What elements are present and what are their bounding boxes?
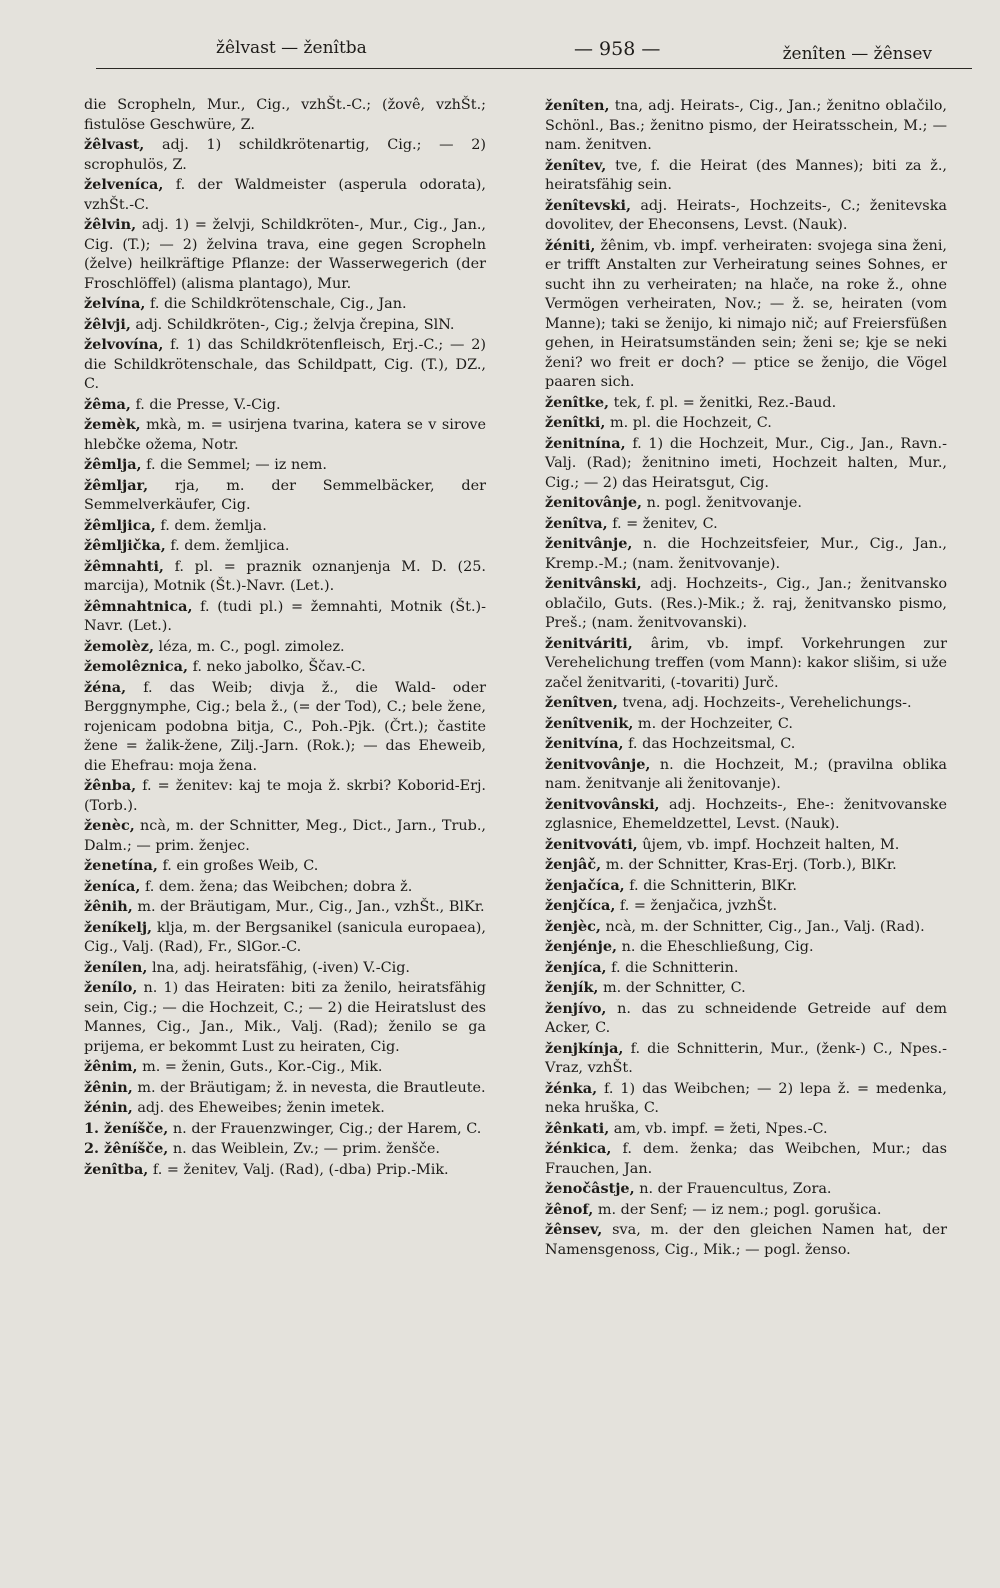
dictionary-entry bbox=[84, 476, 486, 516]
entry-headword: žênkati, bbox=[545, 1119, 610, 1137]
dictionary-entry bbox=[84, 918, 486, 958]
entry-headword: žênba, bbox=[84, 777, 137, 794]
entry-definition: f. die Semmel; — iz nem. bbox=[146, 457, 327, 473]
entry-definition: klja, m. der Bergsanikel (sanicula europaea), Cig., Valj. (Rad), Fr., SlGor.-C. bbox=[84, 919, 487, 955]
entry-headword: žéniti, bbox=[545, 236, 596, 254]
entry-definition: n. 1) das Heiraten: biti za ženilo, heiratsfähig sein, Cig.; — die Hochzeit, C.; — 2) die Heiratslust des Mannes, Cig., Jan., Mik., Valj. (Rad); ženilo se ga prijema, er bekommt Lust zu heiraten, Cig. bbox=[84, 980, 487, 1055]
dictionary-entry bbox=[84, 1119, 486, 1140]
dictionary-entry bbox=[545, 1079, 947, 1119]
entry-definition: léza, m. C., pogl. zimolez. bbox=[158, 638, 345, 655]
entry-headword: žêmljica, bbox=[84, 516, 156, 534]
entry-headword: ženjíca, bbox=[545, 958, 607, 976]
dictionary-entry bbox=[545, 999, 947, 1039]
dictionary-entry bbox=[84, 175, 486, 215]
dictionary-entry bbox=[545, 1200, 947, 1221]
dictionary-entry bbox=[84, 215, 486, 294]
dictionary-entry bbox=[545, 413, 947, 434]
entry-definition: f. die Schnitterin, Mur., (ženk-) C., Npes.-Vraz, vzhŠt. bbox=[545, 1040, 947, 1076]
dictionary-entry bbox=[545, 755, 947, 795]
entry-headword: ženitvína, bbox=[545, 735, 624, 752]
header-left-guideword: žêlvast — ženîtba bbox=[216, 38, 367, 58]
entry-headword: ženîtev, bbox=[545, 156, 607, 174]
entry-definition: lna, adj. heiratsfähig, (-iven) V.-Cig. bbox=[151, 959, 410, 976]
dictionary-entry bbox=[84, 856, 486, 877]
entry-headword: žénin, bbox=[84, 1099, 133, 1116]
dictionary-entry bbox=[545, 634, 947, 694]
dictionary-entry bbox=[84, 315, 486, 336]
dictionary-entry bbox=[545, 896, 947, 917]
entry-definition: adj. des Eheweibes; ženin imetek. bbox=[137, 1100, 385, 1116]
entry-definition: f. die Schnitterin, BlKr. bbox=[629, 877, 797, 894]
entry-definition: f. das Hochzeitsmal, C. bbox=[628, 736, 796, 752]
dictionary-entry bbox=[84, 1160, 486, 1181]
entry-headword: ženíca, bbox=[84, 877, 141, 895]
entry-definition: n. der Frauenzwinger, Cig.; der Harem, C. bbox=[172, 1120, 482, 1137]
dictionary-entry bbox=[545, 1119, 947, 1140]
dictionary-entry bbox=[545, 574, 947, 634]
dictionary-entry bbox=[84, 96, 486, 135]
entry-definition: m. pl. die Hochzeit, C. bbox=[609, 415, 772, 431]
entry-headword: žemèk, bbox=[84, 416, 141, 433]
entry-headword: ženèc, bbox=[84, 817, 135, 834]
dictionary-entry bbox=[545, 493, 947, 514]
entry-definition: m. der Senf; — iz nem.; pogl. gorušica. bbox=[597, 1201, 882, 1218]
entry-definition: m. der Schnitter, Kras-Erj. (Torb.), BlKr. bbox=[605, 857, 897, 873]
left-column bbox=[84, 96, 486, 1180]
entry-headword: žêmnahtnica, bbox=[84, 597, 193, 615]
dictionary-entry bbox=[545, 534, 947, 574]
dictionary-entry bbox=[84, 395, 486, 416]
entry-headword: ženetína, bbox=[84, 857, 158, 874]
entry-headword: ženîten, bbox=[545, 97, 610, 114]
entry-definition: f. neko jabolko, Ščav.-C. bbox=[192, 659, 366, 675]
entry-definition: n. das Weiblein, Zv.; — prim. ženšče. bbox=[172, 1141, 440, 1157]
entry-definition: am, vb. impf. = žeti, Npes.-C. bbox=[613, 1120, 828, 1137]
dictionary-entry bbox=[545, 693, 947, 714]
entry-headword: ženitvânski, bbox=[545, 575, 642, 592]
entry-headword: žênih, bbox=[84, 898, 133, 915]
dictionary-entry bbox=[545, 978, 947, 999]
entry-headword: ženjčíca, bbox=[545, 897, 616, 914]
dictionary-entry bbox=[545, 714, 947, 735]
entry-definition: f. pl. = praznik oznanjenja M. D. (25. marcija), Motnik (Št.)-Navr. (Let.). bbox=[84, 558, 486, 594]
entry-definition: tvena, adj. Hochzeits-, Verehelichungs-. bbox=[622, 695, 912, 711]
dictionary-entry bbox=[545, 835, 947, 856]
entry-definition: n. der Frauencultus, Zora. bbox=[639, 1181, 832, 1197]
entry-definition: f. die Presse, V.-Cig. bbox=[135, 396, 281, 413]
entry-headword: ženjénje, bbox=[545, 938, 617, 955]
dictionary-entry bbox=[84, 1098, 486, 1119]
entry-definition: f. dem. ženka; das Weibchen, Mur.; das Frauchen, Jan. bbox=[545, 1141, 948, 1177]
entry-headword: ženjkínja, bbox=[545, 1039, 624, 1057]
entry-headword: ženîtki, bbox=[545, 414, 606, 431]
dictionary-entry bbox=[84, 1057, 486, 1078]
entry-definition: m. der Bräutigam, Mur., Cig., Jan., vzhŠt., BlKr. bbox=[137, 899, 485, 915]
entry-headword: žemolèz, bbox=[84, 637, 154, 655]
entry-headword: ženîtven, bbox=[545, 694, 618, 711]
dictionary-entry bbox=[545, 236, 947, 393]
entry-definition: f. 1) die Hochzeit, Mur., Cig., Jan., Ravn.-Valj. (Rad); ženitnino imeti, Hochzeit halten, Mur., Cig.; — 2) das Heiratsgut, Cig. bbox=[545, 435, 947, 491]
entry-headword: ženitváriti, bbox=[545, 634, 633, 652]
dictionary-entry bbox=[84, 877, 486, 898]
entry-headword: žêlvast, bbox=[84, 136, 145, 153]
dictionary-entry bbox=[84, 294, 486, 315]
entry-definition: f. = ženitev, C. bbox=[612, 515, 718, 532]
entry-definition: adj. Schildkröten-, Cig.; želvja črepina, SlN. bbox=[135, 316, 455, 333]
entry-definition: m. = ženin, Guts., Kor.-Cig., Mik. bbox=[142, 1059, 383, 1075]
dictionary-entry bbox=[545, 958, 947, 979]
dictionary-entry bbox=[84, 1078, 486, 1099]
dictionary-entry bbox=[84, 516, 486, 537]
entry-definition: adj. Hochzeits-, Cig., Jan.; ženitvansko oblačilo, Guts. (Res.)-Mik.; ž. raj, ženitvansko pismo, Preš.; (nam. ženitvovanski). bbox=[545, 576, 947, 631]
entry-definition: adj. 1) = želvji, Schildkröten-, Mur., Cig., Jan., Cig. (T.); — 2) želvina trava, eine gegen Scropheln (želve) heilkräftige Pflanze: der Wasserwegerich (der Froschlöffel) (alisma plantago), Mur. bbox=[84, 217, 486, 292]
entry-headword: ženîtva, bbox=[545, 514, 608, 532]
entry-definition: f. die Schildkrötenschale, Cig., Jan. bbox=[150, 296, 407, 312]
entry-headword: ženîtba, bbox=[84, 1160, 149, 1178]
dictionary-entry bbox=[84, 958, 486, 979]
entry-definition: m. der Bräutigam; ž. in nevesta, die Brautleute. bbox=[137, 1079, 486, 1096]
entry-headword: žênim, bbox=[84, 1058, 138, 1075]
dictionary-entry bbox=[84, 897, 486, 918]
right-column bbox=[545, 96, 947, 1260]
header-rule bbox=[96, 68, 972, 69]
entry-definition: f. ein großes Weib, C. bbox=[162, 858, 319, 874]
entry-headword: ženjèc, bbox=[545, 917, 601, 935]
entry-headword: žêmljar, bbox=[84, 476, 149, 494]
entry-headword: žéna, bbox=[84, 678, 127, 696]
dictionary-entry bbox=[84, 455, 486, 476]
dictionary-entry bbox=[545, 96, 947, 156]
entry-definition: f. 1) das Schildkrötenfleisch, Erj.-C.; — 2) die Schildkrötenschale, das Schildpatt, Cig. (T.), DZ., C. bbox=[84, 337, 486, 392]
entry-definition: f. = ženjačica, jvzhŠt. bbox=[619, 898, 778, 914]
entry-headword: 1. ženíšče, bbox=[84, 1119, 169, 1137]
page-number: — 958 — bbox=[574, 38, 661, 60]
entry-headword: želvovína, bbox=[84, 336, 164, 353]
entry-definition: žênim, vb. impf. verheiraten: svojega sina ženi, er trifft Anstalten zur Verheiratung seines Sohnes, er sucht ihn zu verheiraten; na hlače, na roke ž., ohne Vermögen verheiraten, Nov.; — ž. se, heiraten (vom Manne); taki se ženijo, ki nimajo nič; auf Freiersfüßen gehen, in Heiratsumständen sein; ženi se; kje se neki ženi? wo freit er doch? — ptice se ženijo, die Vögel paaren sich. bbox=[545, 237, 947, 390]
dictionary-entry bbox=[545, 734, 947, 755]
dictionary-entry bbox=[545, 795, 947, 835]
entry-definition: die Scropheln, Mur., Cig., vzhŠt.-C.; (žovê, vzhŠt.; fistulöse Geschwüre, Z. bbox=[84, 97, 486, 133]
dictionary-entry bbox=[545, 855, 947, 876]
dictionary-entry bbox=[545, 393, 947, 414]
header-right-guideword: ženîten — žênsev bbox=[782, 44, 932, 64]
entry-headword: ženîtevski, bbox=[545, 196, 631, 214]
entry-headword: žênsev, bbox=[545, 1221, 603, 1238]
dictionary-entry bbox=[84, 135, 486, 175]
dictionary-entry bbox=[84, 978, 486, 1057]
dictionary-entry bbox=[545, 876, 947, 897]
entry-headword: ženílo, bbox=[84, 979, 138, 996]
entry-headword: žêmnahti, bbox=[84, 557, 164, 575]
entry-definition: f. = ženitev, Valj. (Rad), (-dba) Prip.-Mik. bbox=[152, 1161, 449, 1178]
entry-headword: žêlvji, bbox=[84, 315, 131, 333]
entry-definition: f. das Weib; divja ž., die Wald- oder Berggnymphe, Cig.; bela ž., (= der Tod), C.; bele žene, rojenicam podobna bitja, C., Poh.-Pjk. (Črt.); častite žene = žalik-žene, Zilj.-Jarn. (Rok.); — das Eheweib, die Ehefrau: moja žena. bbox=[84, 679, 487, 774]
dictionary-entry bbox=[84, 557, 486, 597]
entry-definition: n. die Eheschließung, Cig. bbox=[621, 939, 814, 955]
entry-headword: ženjačíca, bbox=[545, 876, 625, 894]
entry-headword: ženjívo, bbox=[545, 999, 607, 1017]
dictionary-entry bbox=[84, 637, 486, 658]
entry-headword: žênin, bbox=[84, 1078, 133, 1096]
entry-definition: adj. Heirats-, Hochzeits-, C.; ženitevska dovolitev, der Eheconsens, Levst. (Nauk). bbox=[545, 197, 947, 233]
dictionary-entry bbox=[545, 156, 947, 196]
entry-headword: ženitvováti, bbox=[545, 835, 638, 853]
entry-definition: rja, m. der Semmelbäcker, der Semmelverkäufer, Cig. bbox=[84, 477, 486, 513]
entry-definition: m. der Schnitter, C. bbox=[603, 980, 746, 996]
entry-headword: žêma, bbox=[84, 395, 131, 413]
entry-definition: f. der Waldmeister (asperula odorata), vzhŠt.-C. bbox=[84, 177, 486, 213]
entry-definition: sva, m. der den gleichen Namen hat, der Namensgenoss, Cig., Mik.; — pogl. ženso. bbox=[545, 1222, 947, 1258]
dictionary-entry bbox=[545, 1039, 947, 1079]
entry-headword: ženitnína, bbox=[545, 434, 626, 452]
entry-definition: f. dem. žena; das Weibchen; dobra ž. bbox=[144, 878, 413, 895]
entry-headword: ženitovânje, bbox=[545, 494, 643, 511]
entry-definition: mkà, m. = usirjena tvarina, katera se v sirove hlebčke ožema, Notr. bbox=[84, 417, 487, 453]
running-header bbox=[96, 32, 972, 62]
dictionary-entry bbox=[545, 514, 947, 535]
entry-definition: tna, adj. Heirats-, Cig., Jan.; ženitno oblačilo, Schönl., Bas.; ženitno pismo, der Heiratsschein, M.; — nam. ženitven. bbox=[545, 98, 947, 153]
entry-headword: žênof, bbox=[545, 1200, 594, 1218]
entry-definition: f. (tudi pl.) = žemnahti, Motnik (Št.)-Navr. (Let.). bbox=[84, 598, 486, 634]
entry-definition: f. 1) das Weibchen; — 2) lepa ž. = medenka, neka hruška, C. bbox=[545, 1080, 947, 1116]
entry-headword: ženitvovânje, bbox=[545, 755, 651, 773]
dictionary-entry bbox=[84, 597, 486, 637]
entry-definition: tve, f. die Heirat (des Mannes); biti za ž., heiratsfähig sein. bbox=[545, 157, 948, 193]
dictionary-entry bbox=[84, 816, 486, 856]
entry-definition: n. das zu schneidende Getreide auf dem Acker, C. bbox=[545, 1000, 947, 1036]
entry-headword: ženîtvenik, bbox=[545, 714, 634, 732]
entry-definition: ûjem, vb. impf. Hochzeit halten, M. bbox=[642, 836, 900, 853]
entry-definition: adj. 1) schildkrötenartig, Cig.; — 2) scrophulös, Z. bbox=[84, 137, 486, 173]
entry-headword: želvína, bbox=[84, 295, 146, 312]
dictionary-entry bbox=[84, 657, 486, 678]
entry-headword: žénkica, bbox=[545, 1140, 612, 1157]
dictionary-entry bbox=[545, 937, 947, 958]
entry-headword: ženitvovânski, bbox=[545, 795, 660, 813]
entry-headword: ženíkelj, bbox=[84, 918, 153, 936]
entry-headword: ženílen, bbox=[84, 958, 148, 976]
dictionary-entry bbox=[545, 1139, 947, 1179]
dictionary-entry bbox=[545, 196, 947, 236]
dictionary-entry bbox=[84, 536, 486, 557]
dictionary-entry bbox=[84, 678, 486, 777]
entry-definition: ncà, m. der Schnitter, Meg., Dict., Jarn., Trub., Dalm.; — prim. ženjec. bbox=[84, 818, 486, 854]
entry-definition: f. = ženitev: kaj te moja ž. skrbi? Koborid-Erj. (Torb.). bbox=[84, 778, 487, 814]
dictionary-entry bbox=[545, 917, 947, 938]
entry-headword: žêmlja, bbox=[84, 456, 142, 473]
dictionary-entry bbox=[84, 415, 486, 455]
entry-headword: ženočâstje, bbox=[545, 1180, 635, 1197]
dictionary-entry bbox=[545, 1220, 947, 1260]
entry-headword: žemolêznica, bbox=[84, 658, 188, 675]
dictionary-entry bbox=[545, 1179, 947, 1200]
entry-headword: želveníca, bbox=[84, 176, 164, 193]
entry-definition: tek, f. pl. = ženitki, Rez.-Baud. bbox=[613, 394, 837, 411]
entry-headword: žêmljička, bbox=[84, 537, 166, 554]
entry-definition: f. dem. žemljica. bbox=[170, 538, 290, 554]
entry-definition: ârim, vb. impf. Vorkehrungen zur Verehelichung treffen (vom Mann): kakor slišim, si uže začel ženitvariti, (-tovariti) Jurč. bbox=[545, 635, 947, 691]
entry-definition: adj. Hochzeits-, Ehe-: ženitvovanske zglasnice, Ehemeldzettel, Levst. (Nauk). bbox=[545, 796, 947, 832]
dictionary-entry bbox=[84, 335, 486, 395]
entry-definition: n. die Hochzeit, M.; (pravilna oblika nam. ženitvanje ali ženitovanje). bbox=[545, 756, 948, 792]
entry-definition: m. der Hochzeiter, C. bbox=[637, 715, 793, 732]
entry-definition: f. dem. žemlja. bbox=[160, 517, 267, 534]
entry-definition: f. die Schnitterin. bbox=[611, 959, 739, 976]
entry-definition: ncà, m. der Schnitter, Cig., Jan., Valj. (Rad). bbox=[605, 918, 925, 935]
entry-definition: n. pogl. ženitvovanje. bbox=[646, 495, 802, 511]
dictionary-entry bbox=[545, 434, 947, 494]
entry-headword: žénka, bbox=[545, 1079, 598, 1097]
entry-headword: ženitvânje, bbox=[545, 535, 633, 552]
entry-headword: ženîtke, bbox=[545, 393, 610, 411]
entry-definition: n. die Hochzeitsfeier, Mur., Cig., Jan., Kremp.-M.; (nam. ženitvovanje). bbox=[545, 536, 948, 572]
dictionary-entry bbox=[84, 1139, 486, 1160]
dictionary-entry bbox=[84, 776, 486, 816]
entry-headword: 2. žêníšče, bbox=[84, 1140, 169, 1157]
entry-headword: ženjâč, bbox=[545, 856, 602, 873]
entry-headword: ženjík, bbox=[545, 979, 599, 996]
entry-headword: žêlvin, bbox=[84, 216, 137, 233]
